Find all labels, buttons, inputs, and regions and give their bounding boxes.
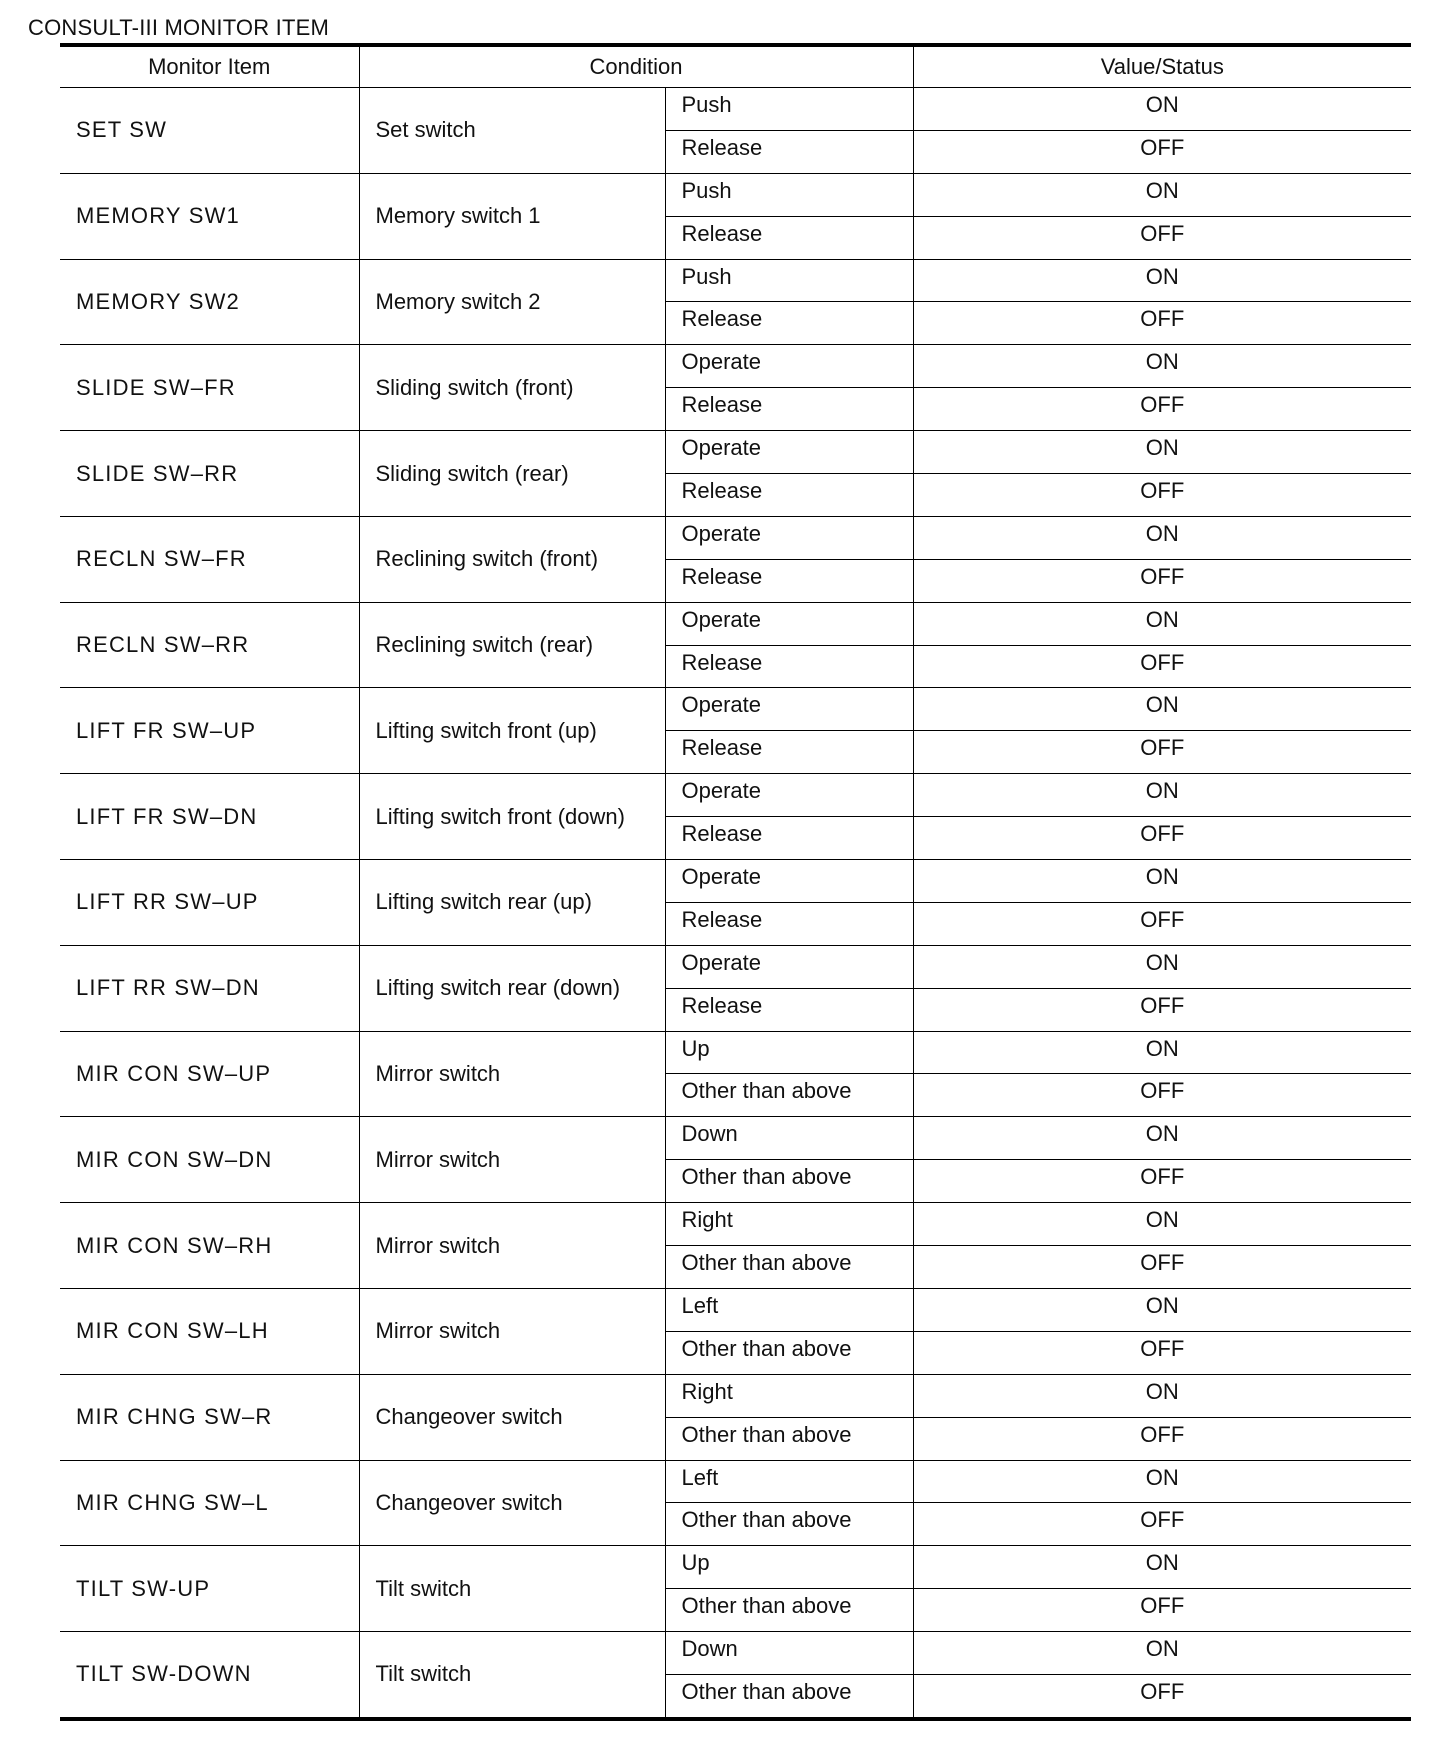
condition-state-cell: Other than above xyxy=(665,1331,913,1374)
condition-state-cell: Operate xyxy=(665,860,913,903)
table-row xyxy=(60,345,1411,388)
value-status-cell: OFF xyxy=(913,474,1411,517)
condition-state-cell: Release xyxy=(665,988,913,1031)
condition-state-cell: Release xyxy=(665,474,913,517)
table-row xyxy=(60,516,1411,559)
table-row xyxy=(60,173,1411,216)
condition-description-cell: Tilt switch xyxy=(359,1546,665,1632)
condition-state-cell: Release xyxy=(665,645,913,688)
monitor-item-cell: SLIDE SW–FR xyxy=(60,345,359,431)
condition-state-cell: Release xyxy=(665,902,913,945)
condition-state-cell: Release xyxy=(665,302,913,345)
table-row xyxy=(60,259,1411,302)
condition-description-cell: Memory switch 2 xyxy=(359,259,665,345)
table-row xyxy=(60,602,1411,645)
table-row xyxy=(60,1460,1411,1503)
condition-state-cell: Release xyxy=(665,559,913,602)
condition-state-cell: Right xyxy=(665,1374,913,1417)
monitor-item-cell: MEMORY SW2 xyxy=(60,259,359,345)
value-status-cell: OFF xyxy=(913,645,1411,688)
monitor-item-cell: MIR CHNG SW–R xyxy=(60,1374,359,1460)
value-status-cell: OFF xyxy=(913,388,1411,431)
value-status-cell: ON xyxy=(913,1117,1411,1160)
condition-description-cell: Mirror switch xyxy=(359,1031,665,1117)
table-body xyxy=(60,88,1411,1719)
condition-state-cell: Other than above xyxy=(665,1503,913,1546)
condition-state-cell: Release xyxy=(665,216,913,259)
monitor-item-cell: LIFT RR SW–DN xyxy=(60,945,359,1031)
condition-state-cell: Other than above xyxy=(665,1160,913,1203)
value-status-cell: OFF xyxy=(913,817,1411,860)
table-row xyxy=(60,1374,1411,1417)
condition-state-cell: Left xyxy=(665,1288,913,1331)
condition-state-cell: Down xyxy=(665,1632,913,1675)
condition-state-cell: Up xyxy=(665,1031,913,1074)
table-row xyxy=(60,945,1411,988)
monitor-item-cell: MIR CON SW–LH xyxy=(60,1288,359,1374)
value-status-cell: OFF xyxy=(913,731,1411,774)
condition-description-cell: Sliding switch (front) xyxy=(359,345,665,431)
value-status-cell: ON xyxy=(913,173,1411,216)
condition-state-cell: Other than above xyxy=(665,1246,913,1289)
table-row xyxy=(60,774,1411,817)
table-row xyxy=(60,860,1411,903)
condition-state-cell: Operate xyxy=(665,431,913,474)
value-status-cell: OFF xyxy=(913,902,1411,945)
value-status-cell: ON xyxy=(913,945,1411,988)
value-status-cell: ON xyxy=(913,860,1411,903)
monitor-item-cell: LIFT FR SW–DN xyxy=(60,774,359,860)
condition-description-cell: Lifting switch rear (down) xyxy=(359,945,665,1031)
value-status-cell: OFF xyxy=(913,1417,1411,1460)
value-status-cell: ON xyxy=(913,602,1411,645)
header-monitor-item: Monitor Item xyxy=(60,45,359,88)
condition-state-cell: Other than above xyxy=(665,1674,913,1718)
header-value-status: Value/Status xyxy=(913,45,1411,88)
condition-description-cell: Mirror switch xyxy=(359,1117,665,1203)
value-status-cell: OFF xyxy=(913,1589,1411,1632)
monitor-item-cell: MEMORY SW1 xyxy=(60,173,359,259)
monitor-item-cell: TILT SW-DOWN xyxy=(60,1632,359,1719)
condition-description-cell: Reclining switch (rear) xyxy=(359,602,665,688)
value-status-cell: ON xyxy=(913,259,1411,302)
value-status-cell: ON xyxy=(913,88,1411,131)
condition-state-cell: Operate xyxy=(665,345,913,388)
condition-description-cell: Reclining switch (front) xyxy=(359,516,665,602)
condition-description-cell: Changeover switch xyxy=(359,1374,665,1460)
condition-state-cell: Operate xyxy=(665,516,913,559)
monitor-item-table xyxy=(60,43,1411,1721)
condition-state-cell: Up xyxy=(665,1546,913,1589)
condition-state-cell: Release xyxy=(665,731,913,774)
condition-state-cell: Other than above xyxy=(665,1417,913,1460)
value-status-cell: ON xyxy=(913,1203,1411,1246)
monitor-item-cell: MIR CON SW–RH xyxy=(60,1203,359,1289)
monitor-item-cell: MIR CON SW–UP xyxy=(60,1031,359,1117)
condition-description-cell: Lifting switch front (up) xyxy=(359,688,665,774)
condition-description-cell: Sliding switch (rear) xyxy=(359,431,665,517)
table-row xyxy=(60,688,1411,731)
value-status-cell: ON xyxy=(913,1632,1411,1675)
condition-description-cell: Lifting switch rear (up) xyxy=(359,860,665,946)
condition-state-cell: Push xyxy=(665,259,913,302)
value-status-cell: OFF xyxy=(913,1160,1411,1203)
condition-state-cell: Push xyxy=(665,88,913,131)
value-status-cell: ON xyxy=(913,431,1411,474)
condition-state-cell: Other than above xyxy=(665,1074,913,1117)
table-row xyxy=(60,1288,1411,1331)
condition-description-cell: Tilt switch xyxy=(359,1632,665,1719)
value-status-cell: OFF xyxy=(913,302,1411,345)
condition-state-cell: Left xyxy=(665,1460,913,1503)
condition-description-cell: Changeover switch xyxy=(359,1460,665,1546)
value-status-cell: OFF xyxy=(913,1331,1411,1374)
condition-state-cell: Push xyxy=(665,173,913,216)
monitor-item-cell: LIFT FR SW–UP xyxy=(60,688,359,774)
table-row xyxy=(60,1546,1411,1589)
value-status-cell: ON xyxy=(913,516,1411,559)
condition-state-cell: Down xyxy=(665,1117,913,1160)
condition-state-cell: Release xyxy=(665,388,913,431)
condition-description-cell: Memory switch 1 xyxy=(359,173,665,259)
value-status-cell: OFF xyxy=(913,216,1411,259)
value-status-cell: ON xyxy=(913,688,1411,731)
condition-state-cell: Operate xyxy=(665,774,913,817)
condition-state-cell: Right xyxy=(665,1203,913,1246)
condition-state-cell: Operate xyxy=(665,688,913,731)
value-status-cell: OFF xyxy=(913,1246,1411,1289)
table-row xyxy=(60,88,1411,131)
condition-description-cell: Lifting switch front (down) xyxy=(359,774,665,860)
value-status-cell: OFF xyxy=(913,559,1411,602)
condition-state-cell: Other than above xyxy=(665,1589,913,1632)
value-status-cell: ON xyxy=(913,345,1411,388)
monitor-item-cell: SLIDE SW–RR xyxy=(60,431,359,517)
value-status-cell: OFF xyxy=(913,130,1411,173)
value-status-cell: OFF xyxy=(913,1074,1411,1117)
value-status-cell: OFF xyxy=(913,1674,1411,1718)
condition-state-cell: Operate xyxy=(665,945,913,988)
condition-state-cell: Release xyxy=(665,817,913,860)
table-row xyxy=(60,1117,1411,1160)
monitor-item-cell: RECLN SW–FR xyxy=(60,516,359,602)
condition-state-cell: Release xyxy=(665,130,913,173)
page-title: CONSULT-III MONITOR ITEM xyxy=(28,15,329,40)
value-status-cell: ON xyxy=(913,1374,1411,1417)
condition-description-cell: Mirror switch xyxy=(359,1288,665,1374)
value-status-cell: OFF xyxy=(913,988,1411,1031)
monitor-item-cell: TILT SW-UP xyxy=(60,1546,359,1632)
value-status-cell: ON xyxy=(913,1288,1411,1331)
monitor-item-cell: LIFT RR SW–UP xyxy=(60,860,359,946)
header-condition: Condition xyxy=(359,45,913,88)
value-status-cell: ON xyxy=(913,774,1411,817)
table-row xyxy=(60,1203,1411,1246)
monitor-item-cell: MIR CON SW–DN xyxy=(60,1117,359,1203)
value-status-cell: ON xyxy=(913,1460,1411,1503)
monitor-item-cell: MIR CHNG SW–L xyxy=(60,1460,359,1546)
condition-description-cell: Set switch xyxy=(359,88,665,174)
value-status-cell: OFF xyxy=(913,1503,1411,1546)
value-status-cell: ON xyxy=(913,1031,1411,1074)
monitor-item-cell: RECLN SW–RR xyxy=(60,602,359,688)
table-row xyxy=(60,1632,1411,1675)
table-row xyxy=(60,431,1411,474)
monitor-item-cell: SET SW xyxy=(60,88,359,174)
condition-state-cell: Operate xyxy=(665,602,913,645)
value-status-cell: ON xyxy=(913,1546,1411,1589)
condition-description-cell: Mirror switch xyxy=(359,1203,665,1289)
table-row xyxy=(60,1031,1411,1074)
table-header-row xyxy=(60,45,1411,88)
